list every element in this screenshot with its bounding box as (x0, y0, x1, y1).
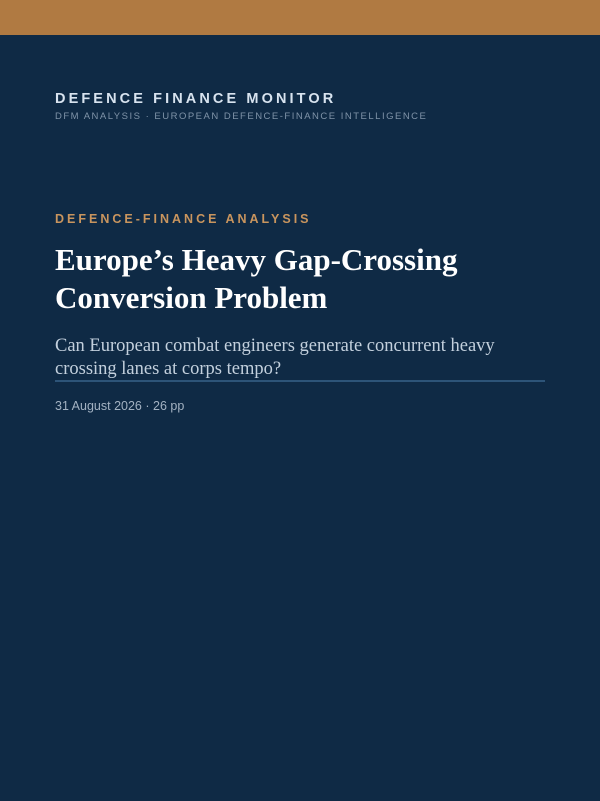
report-subtitle: Can European combat engineers generate concurrent heavy crossing lanes at corps tempo? (55, 336, 495, 379)
report-date-pages: 31 August 2026 · 26 pp (55, 399, 185, 413)
report-category: DEFENCE-FINANCE ANALYSIS (55, 212, 312, 226)
report-title: Europe’s Heavy Gap-Crossing Conversion Problem (55, 242, 458, 315)
masthead (55, 90, 427, 123)
publication-tagline: DFM ANALYSIS · EUROPEAN DEFENCE-FINANCE INTELLIGENCE (55, 111, 428, 122)
publication-name: DEFENCE FINANCE MONITOR (55, 91, 337, 107)
divider (55, 380, 545, 382)
top-accent-band (0, 0, 600, 35)
